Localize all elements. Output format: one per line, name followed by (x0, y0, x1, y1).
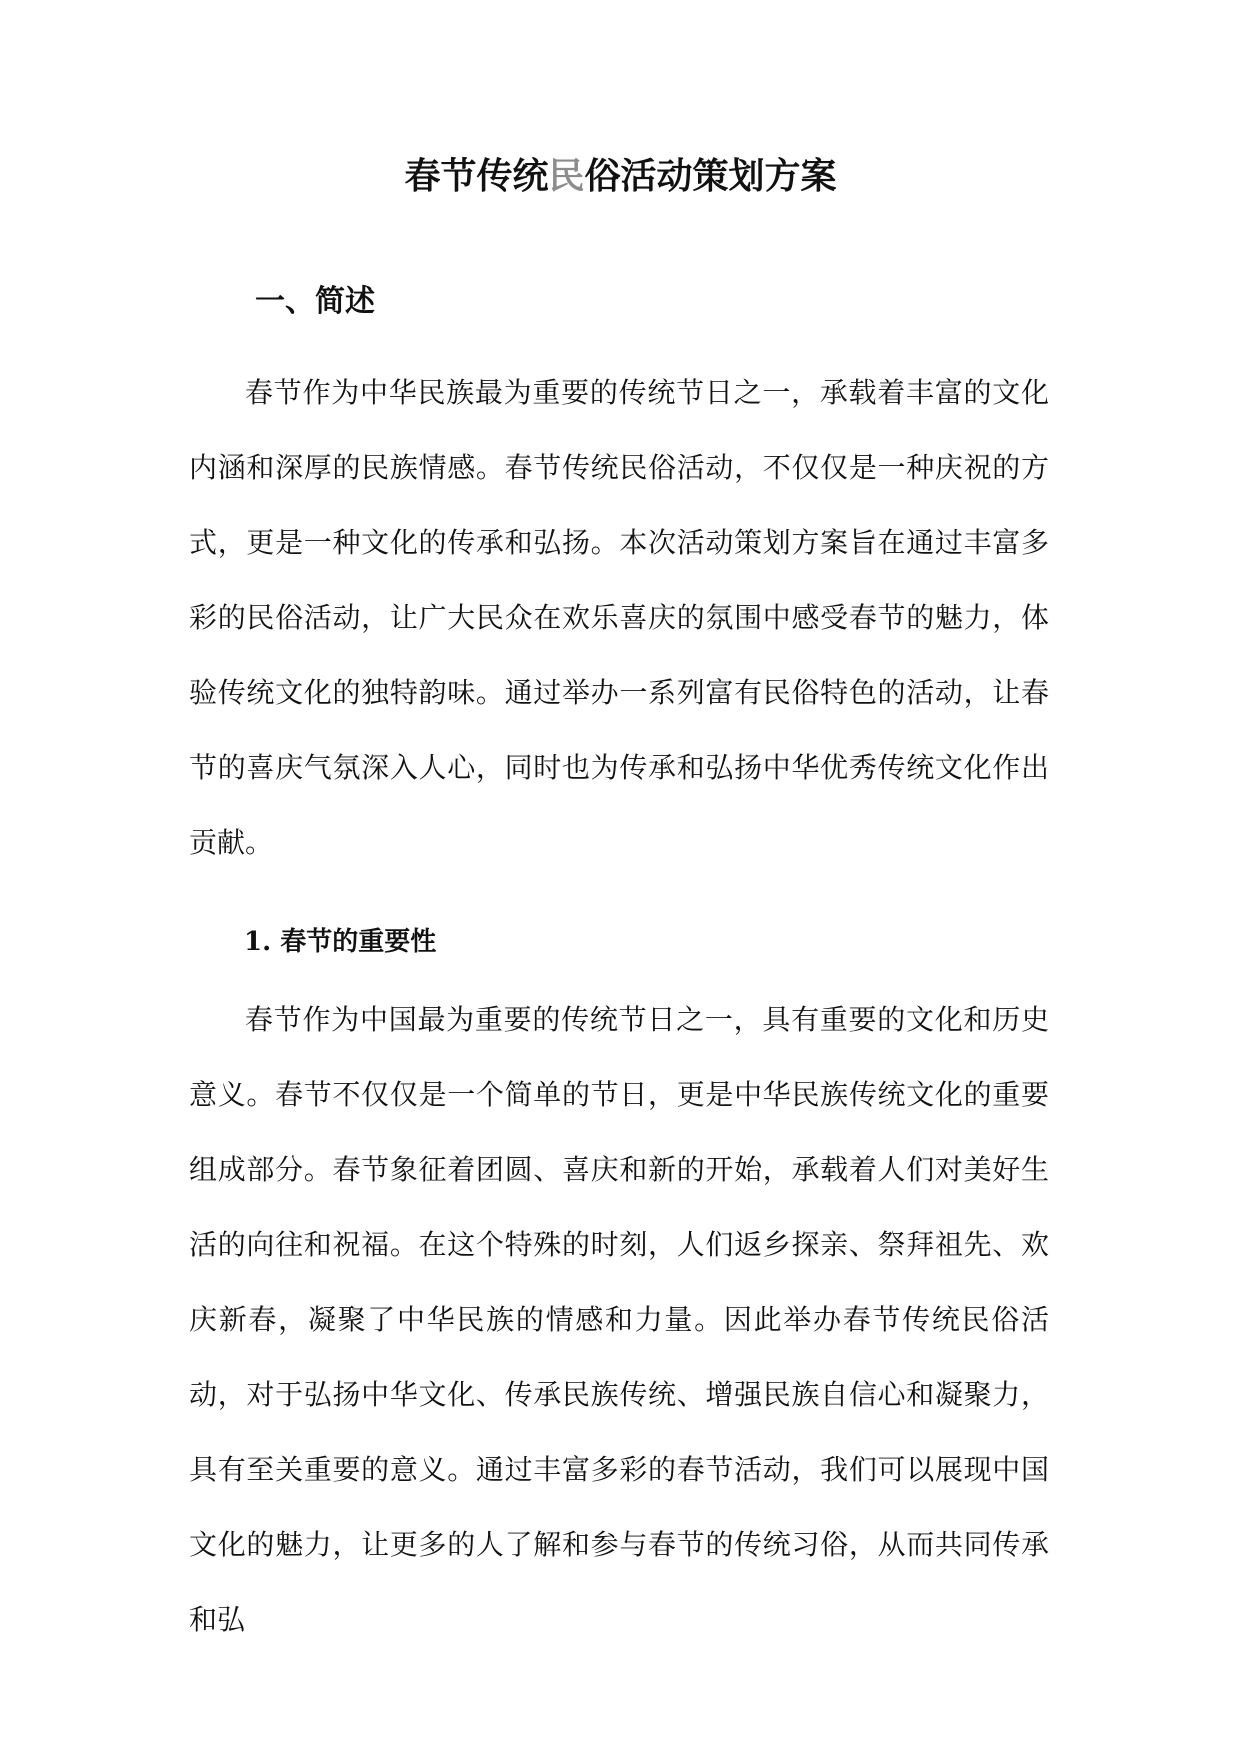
title-text-end: 俗活动策划方案 (584, 155, 837, 197)
title-text-highlight: 民 (548, 155, 585, 197)
importance-paragraph: 春节作为中国最为重要的传统节日之一，具有重要的文化和历史意义。春节不仅仅是一个简单的节日，更是中华民族传统文化的重要组成部分。春节象征着团圆、喜庆和新的开始，承载着人们对美好生活的向往和祝福。在这个特殊的时刻，人们返乡探亲、祭拜祖先、欢庆新春，凝聚了中华民族的情感和力量。因此举办春节传统民俗活动，对于弘扬中华文化、传承民族传统、增强民族自信心和凝聚力，具有至关重要的意义。通过丰富多彩的春节活动，我们可以展现中国文化的魅力，让更多的人了解和参与春节的传统习俗，从而共同传承和弘 (189, 1003, 1049, 1636)
section-heading-overview: 一、简述 (255, 284, 375, 319)
document-title (0, 150, 1241, 202)
title-text-start: 春节传统 (404, 155, 549, 197)
overview-paragraph: 春节作为中华民族最为重要的传统节日之一，承载着丰富的文化内涵和深厚的民族情感。春节传统民俗活动，不仅仅是一种庆祝的方式，更是一种文化的传承和弘扬。本次活动策划方案旨在通过丰富多彩的民俗活动，让广大民众在欢乐喜庆的氛围中感受春节的魅力，体验传统文化的独特韵味。通过举办一系列富有民俗特色的活动，让春节的喜庆气氛深入人心，同时也为传承和弘扬中华优秀传统文化作出贡献。 (189, 376, 1049, 859)
subsection-heading-importance: 1. 春节的重要性 (244, 927, 437, 957)
